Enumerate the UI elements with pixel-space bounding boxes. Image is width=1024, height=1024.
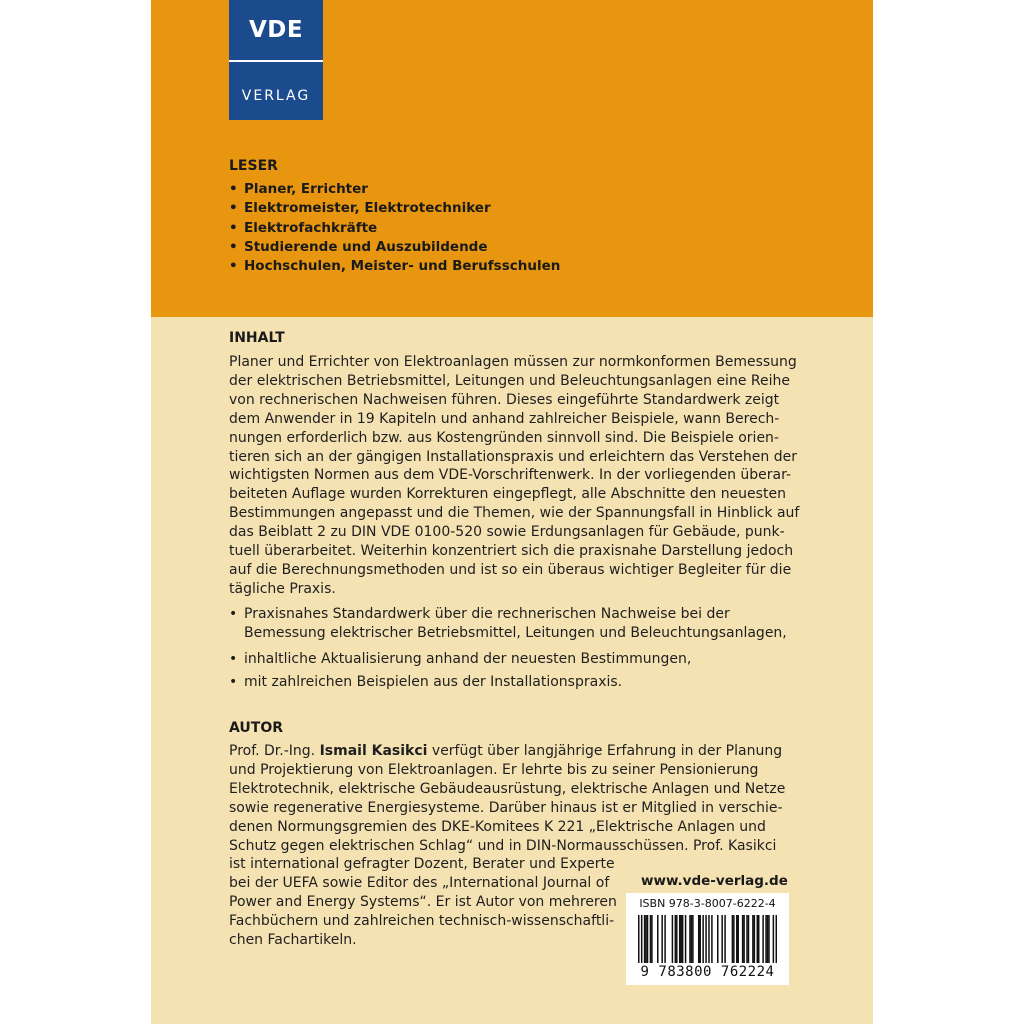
bullet-text <box>244 650 691 669</box>
vde-verlag-logo <box>229 0 323 120</box>
barcode-bar <box>647 915 649 963</box>
barcode-bar <box>645 915 647 963</box>
text-line: mit zahlreichen Beispielen aus der Installationspraxis. <box>244 674 623 690</box>
list-item: • Hochschulen, Meister- und Berufsschulen <box>229 257 560 276</box>
barcode-bar <box>705 915 707 963</box>
barcode-bar <box>641 915 643 963</box>
bullet-marker: • <box>229 606 238 622</box>
list-item: • Studierende und Auszubildende <box>229 238 560 257</box>
barcode-bar <box>661 915 663 963</box>
barcode-bar <box>773 915 775 963</box>
text-line: beiteten Auflage wurden Korrekturen eingepflegt, alle Abschnitte den neuesten <box>229 486 786 503</box>
barcode-bar <box>736 915 738 963</box>
text-line: der elektrischen Betriebsmittel, Leitungen und Beleuchtungsanlagen eine Reihe <box>229 372 790 389</box>
text-line <box>229 742 785 761</box>
barcode-bar <box>737 915 739 963</box>
barcode-bar <box>765 915 767 963</box>
barcode-bar <box>758 915 760 963</box>
bullet-marker: • <box>229 674 238 690</box>
inhalt-heading: INHALT <box>229 330 285 346</box>
leser-heading: LESER <box>229 158 278 174</box>
bullet-marker: • <box>229 651 238 667</box>
barcode-bar <box>675 915 677 963</box>
text-line: inhaltliche Aktualisierung anhand der neuesten Bestimmungen, <box>244 651 692 667</box>
barcode-bar <box>685 915 687 963</box>
text-line: bei der UEFA sowie Editor des „International Journal of <box>229 875 610 892</box>
barcode-bar <box>657 915 659 963</box>
bullet-text <box>244 673 622 692</box>
barcode-bar <box>721 915 723 963</box>
barcode-bar <box>762 915 764 963</box>
text-line: Fachbüchern und zahlreichen technisch-wissenschaftli- <box>229 913 615 930</box>
barcode-bar <box>733 915 735 963</box>
barcode-bar <box>702 915 704 963</box>
barcode-bar <box>768 915 770 963</box>
author-name: Ismail Kasikci <box>319 743 428 759</box>
barcode-bar <box>743 915 745 963</box>
barcode-bar <box>752 915 754 963</box>
text-line: Bestimmungen angepasst und die Themen, wie der Spannungsfall in Hinblick auf <box>229 505 800 522</box>
text-line: dem Anwender in 19 Kapiteln und anhand zahlreicher Beispiele, wann Berech- <box>229 410 780 427</box>
text-line: tägliche Praxis. <box>229 580 336 597</box>
barcode-bar <box>746 915 748 963</box>
barcode-bar <box>682 915 684 963</box>
logo-verlag-text: VERLAG <box>241 88 311 104</box>
barcode-bar <box>767 915 769 963</box>
text-line: von rechnerischen Nachweisen führen. Dieses eingeführte Standardwerk zeigt <box>229 391 780 408</box>
barcode-bar <box>676 915 678 963</box>
barcode-digits: 9 783800 762224 <box>640 964 775 980</box>
isbn-label: ISBN 978-3-8007-6222-4 <box>639 897 776 910</box>
inhalt-paragraph <box>229 353 799 599</box>
publisher-website: www.vde-verlag.de <box>641 873 788 889</box>
barcode-bar <box>672 915 674 963</box>
text-line: auf die Berechnungsmethoden und ist so ein überaus wichtiger Begleiter für die <box>229 561 792 578</box>
barcode-bar <box>699 915 701 963</box>
text-line: denen Normungsgremien des DKE-Komitees K 221 „Elektrische Anlagen und <box>229 818 766 835</box>
text-line: Praxisnahes Standardwerk über die rechnerischen Nachweise bei der <box>244 606 730 622</box>
text-line: und Projektierung von Elektroanlagen. Er lehrte bis zu seiner Pensionierung <box>229 761 759 778</box>
list-item: • Planer, Errichter <box>229 180 560 199</box>
barcode-bar <box>742 915 744 963</box>
barcode-bars <box>638 915 777 963</box>
text-line: wichtigsten Normen aus dem VDE-Vorschriftenwerk. In der vorliegenden überar- <box>229 467 792 484</box>
barcode-bar <box>692 915 694 963</box>
text-line: Schutz gegen elektrischen Schlag“ und in DIN-Normausschüssen. Prof. Kasikci <box>229 837 777 854</box>
text-line: sowie regenerative Energiesysteme. Darüber hinaus ist er Mitglied in verschie- <box>229 799 783 816</box>
text-line: Elektrotechnik, elektrische Gebäudeausrüstung, elektrische Anlagen und Netze <box>229 780 786 797</box>
list-item: • Elektrofachkräfte <box>229 219 560 238</box>
barcode-bar <box>757 915 759 963</box>
barcode-bar <box>724 915 726 963</box>
barcode-bar <box>698 915 700 963</box>
text-span: Prof. Dr.-Ing. <box>229 743 320 759</box>
logo-vde-text: VDE <box>248 17 304 43</box>
barcode-bar <box>689 915 691 963</box>
barcode-bar <box>776 915 777 963</box>
text-line: tieren sich an der gängigen Installationspraxis und erleichtern das Verstehen der <box>229 448 797 465</box>
barcode-bar <box>711 915 713 963</box>
barcode-bar <box>717 915 719 963</box>
barcode-bar <box>650 915 652 963</box>
barcode-bar <box>664 915 666 963</box>
barcode-bar <box>708 915 710 963</box>
autor-heading: AUTOR <box>229 720 284 736</box>
text-span: verfügt über langjährige Erfahrung in der Planung <box>427 743 783 759</box>
isbn-barcode <box>626 893 789 985</box>
barcode-bar <box>651 915 653 963</box>
text-line: nungen erforderlich bzw. aus Kostengründen sinnvoll sind. Die Beispiele orien- <box>229 429 779 446</box>
bullet-text <box>244 605 787 643</box>
text-line: Power and Energy Systems“. Er ist Autor von mehreren <box>229 894 617 911</box>
leser-list <box>229 180 560 276</box>
book-back-cover <box>151 0 873 1024</box>
barcode-bar <box>754 915 756 963</box>
logo-divider <box>229 60 323 62</box>
barcode-bar <box>644 915 646 963</box>
barcode-bar <box>748 915 750 963</box>
text-line: tuell überarbeitet. Weiterhin konzentriert sich die praxisnahe Darstellung jedoch <box>229 543 794 560</box>
barcode-bar <box>679 915 681 963</box>
barcode-bar <box>732 915 734 963</box>
text-line: ist international gefragter Dozent, Berater und Experte <box>229 856 615 873</box>
barcode-bar <box>680 915 682 963</box>
text-line: das Beiblatt 2 zu DIN VDE 0100-520 sowie Erdungsanlagen für Gebäude, punk- <box>229 524 785 541</box>
text-line: chen Fachartikeln. <box>229 932 357 949</box>
top-color-band <box>151 0 873 317</box>
list-item: • Elektromeister, Elektrotechniker <box>229 199 560 218</box>
barcode-bar <box>691 915 693 963</box>
text-line: Bemessung elektrischer Betriebsmittel, Leitungen und Beleuchtungsanlagen, <box>244 624 787 641</box>
barcode-bar <box>638 915 640 963</box>
text-line: Planer und Errichter von Elektroanlagen müssen zur normkonformen Bemessung <box>229 354 797 370</box>
